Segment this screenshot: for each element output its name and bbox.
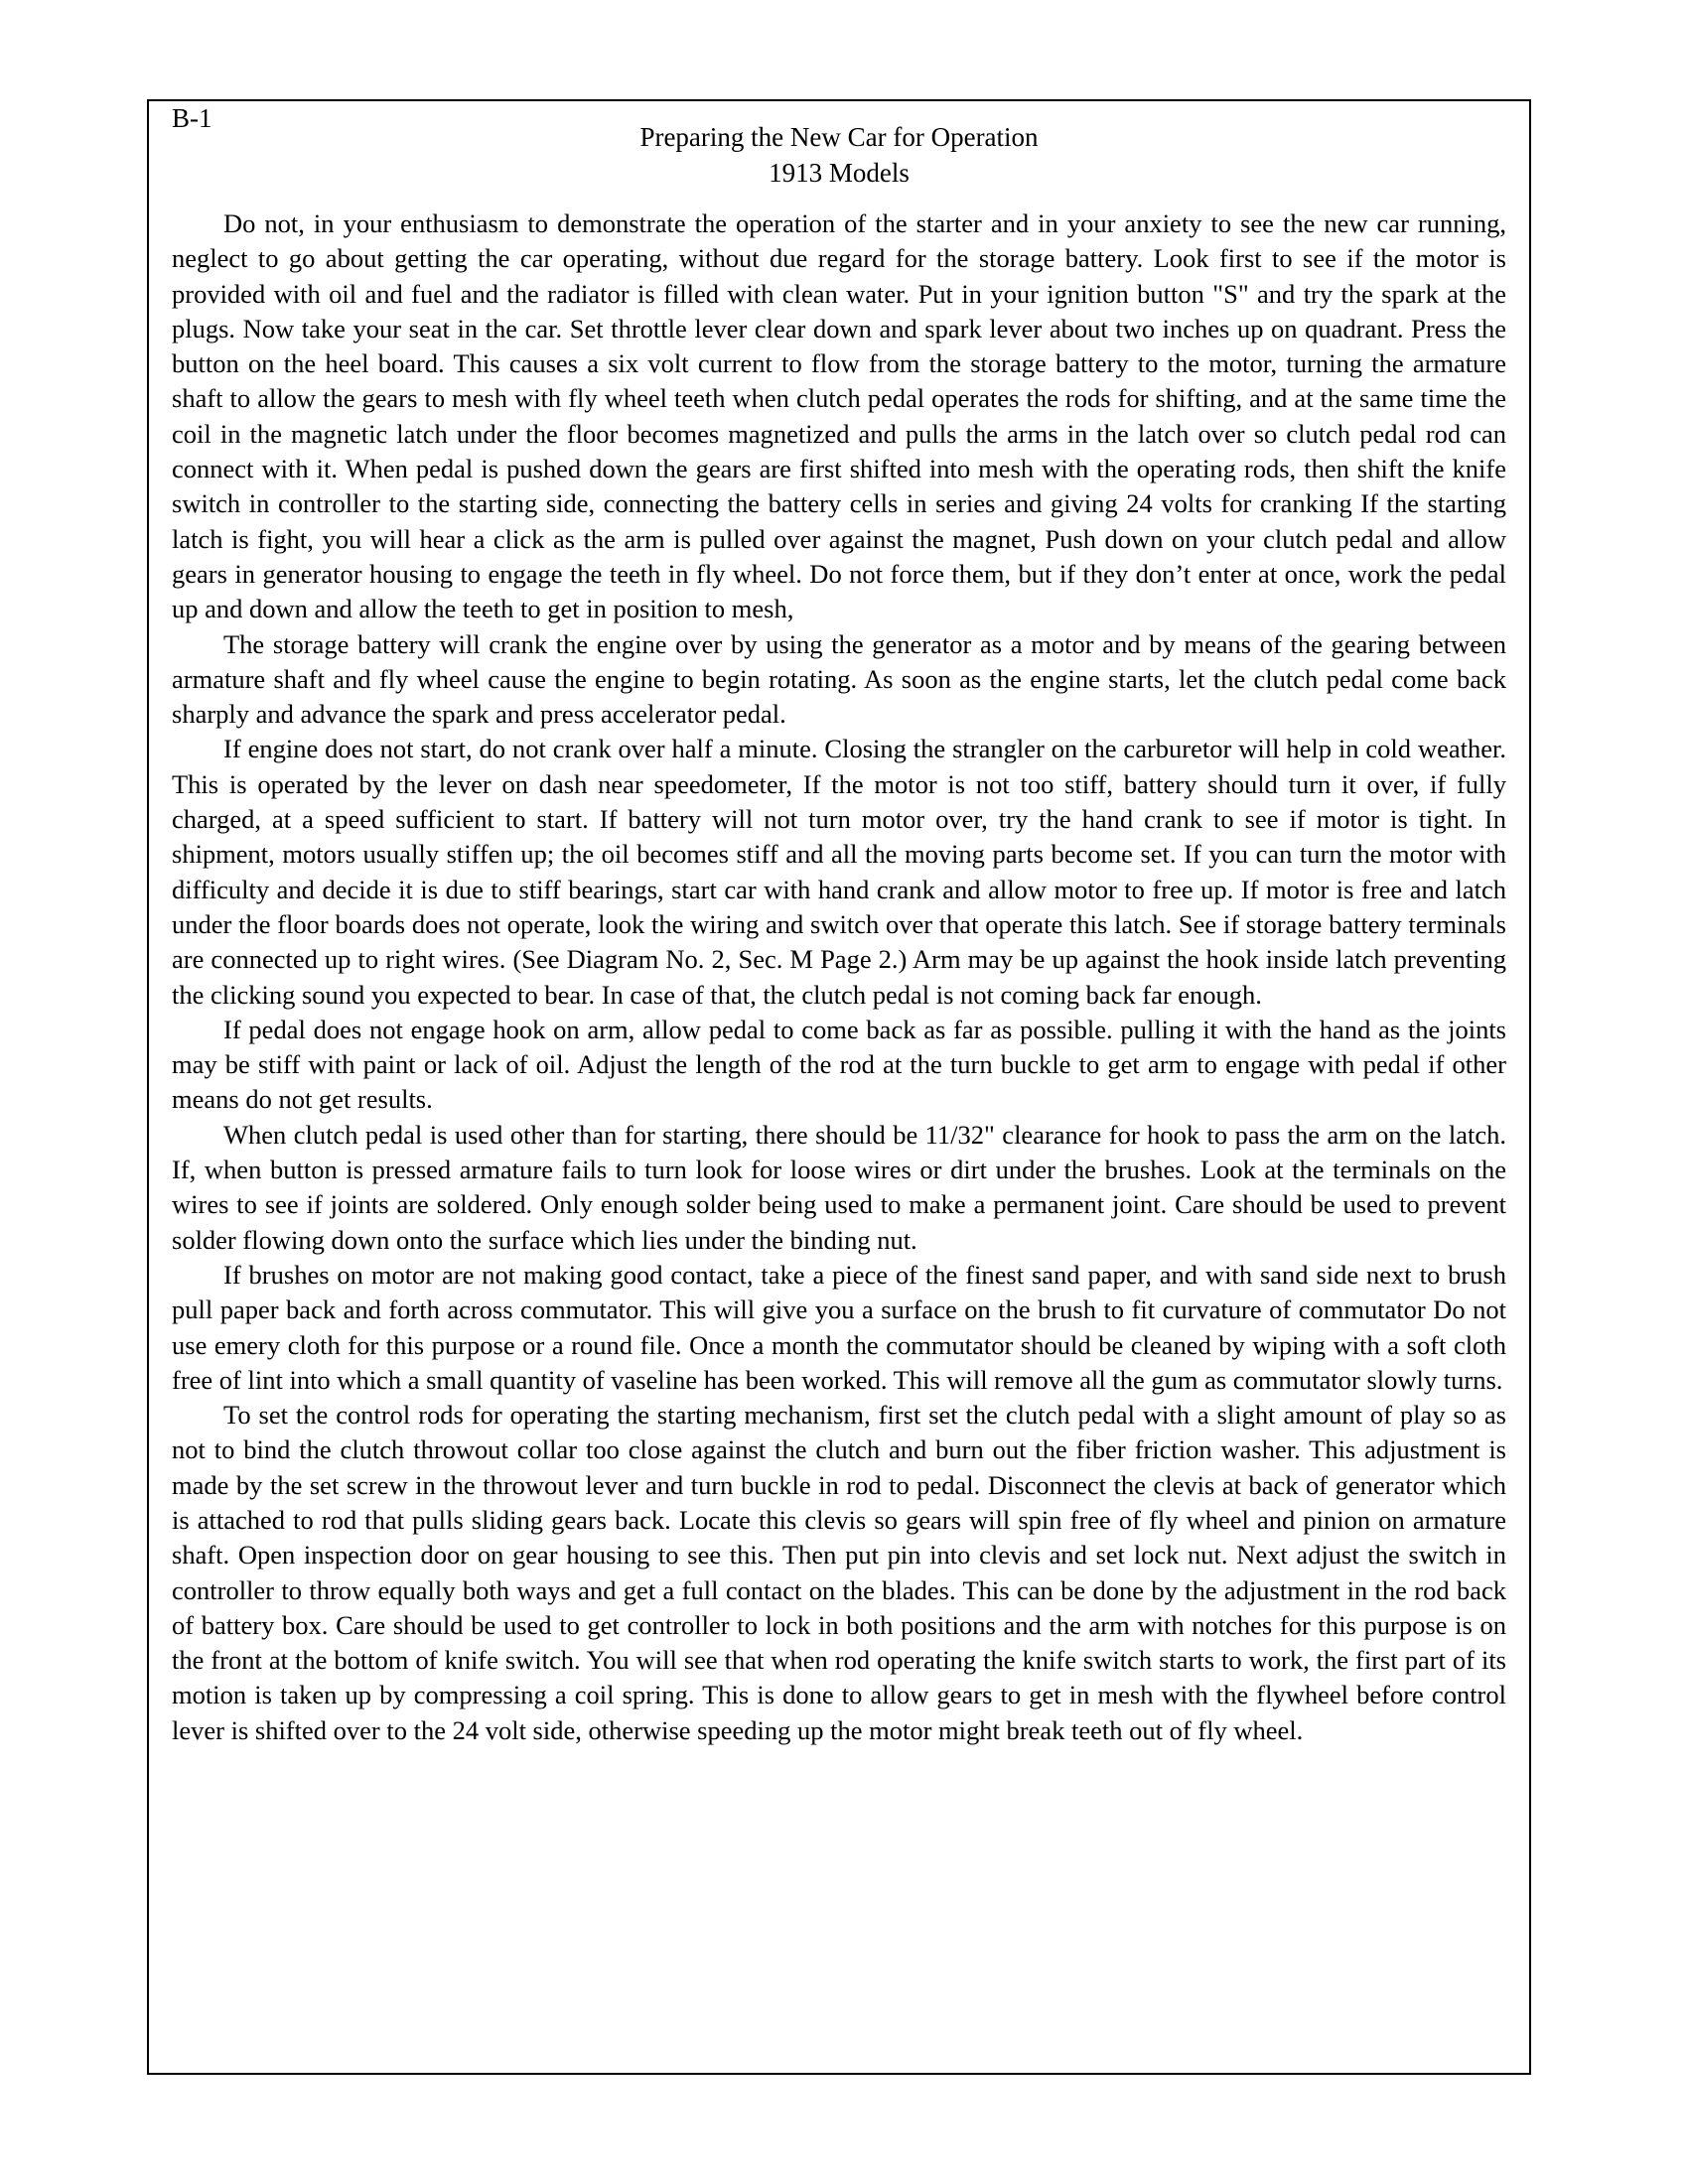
paragraph: If engine does not start, do not crank over half a minute. Closing the strangler on the carburetor will help in cold weather. This is operated by the lever on dash near speedometer, If the motor is not too stiff, battery should turn it over, if fully charged, at a speed sufficient to start. If battery will not turn motor over, try the hand crank to see if motor is tight. In shipment, motors usually stiffen up; the oil becomes stiff and all the moving parts become set. If you can turn the motor with difficulty and decide it is due to stiff bearings, start car with hand crank and allow motor to free up. If motor is free and latch under the floor boards does not operate, look the wiring and switch over that operate this latch. See if storage battery terminals are connected up to right wires. (See Diagram No. 2, Sec. M Page 2.) Arm may be up against the hook inside latch preventing the clicking sound you expected to bear. In case of that, the clutch pedal is not coming back far enough. [172,734,1506,1010]
paragraph: To set the control rods for operating the starting mechanism, first set the clutch pedal with a slight amount of play so as not to bind the clutch throwout collar too close against the clutch and burn out the fiber friction washer. This adjustment is made by the set screw in the throwout lever and turn buckle in rod to pedal. Disconnect the clevis at back of generator which is attached to rod that pulls sliding gears back. Locate this clevis so gears will spin free of fly wheel and pinion on armature shaft. Open inspection door on gear housing to see this. Then put pin into clevis and set lock nut. Next adjust the switch in controller to throw equally both ways and get a full contact on the blades. This can be done by the adjustment in the rod back of battery box. Care should be used to get controller to lock in both positions and the arm with notches for this purpose is on the front at the bottom of knife switch. You will see that when rod operating the knife switch starts to work, the first part of its motion is taken up by compressing a coil spring. This is done to allow gears to get in mesh with the flywheel before control lever is shifted over to the 24 volt side, otherwise speeding up the motor might break teeth out of fly wheel. [172,1400,1506,1745]
paragraph: When clutch pedal is used other than for starting, there should be 11/32" clearance for hook to pass the arm on the latch. If, when button is pressed armature fails to turn look for loose wires or dirt under the brushes. Look at the terminals on the wires to see if joints are soldered. Only enough solder being used to make a permanent joint. Care should be used to prevent solder flowing down onto the surface which lies under the binding nut. [172,1119,1506,1255]
page-subtitle: 1913 Models [769,158,910,188]
page-id: B-1 [172,103,212,133]
paragraph: Do not, in your enthusiasm to demonstrate the operation of the starter and in your anxiety to see the new car running, neglect to go about getting the car operating, without due regard for the storage battery. Look first to see if the motor is provided with oil and fuel and the radiator is filled with clean water. Put in your ignition button "S" and try the spark at the plugs. Now take your seat in the car. Set throttle lever clear down and spark lever about two inches up on quadrant. Press the button on the heel board. This causes a six volt current to flow from the storage battery to the motor, turning the armature shaft to allow the gears to mesh with fly wheel teeth when clutch pedal operates the rods for shifting, and at the same time the coil in the magnetic latch under the floor becomes magnetized and pulls the arms in the latch over so clutch pedal rod can connect with it. When pedal is pushed down the gears are first shifted into mesh with the operating rods, then shift the knife switch in controller to the starting side, connecting the battery cells in series and giving 24 volts for cranking If the starting latch is fight, you will hear a click as the arm is pulled over against the magnet, Push down on your clutch pedal and allow gears in generator housing to engage the teeth in fly wheel. Do not force them, but if they don’t enter at once, work the pedal up and down and allow the teeth to get in position to mesh, [172,208,1506,624]
body-text [172,206,1506,1748]
paragraph: If pedal does not engage hook on arm, allow pedal to come back as far as possible. pulling it with the hand as the joints may be stiff with paint or lack of oil. Adjust the length of the rod at the turn buckle to get arm to engage with pedal if other means do not get results. [172,1014,1506,1115]
paragraph: The storage battery will crank the engine over by using the generator as a motor and by means of the gearing between armature shaft and fly wheel cause the engine to begin rotating. As soon as the engine starts, let the clutch pedal come back sharply and advance the spark and press accelerator pedal. [172,628,1506,730]
paragraph: If brushes on motor are not making good contact, take a piece of the finest sand paper, and with sand side next to brush pull paper back and forth across commutator. This will give you a surface on the brush to fit curvature of commutator Do not use emery cloth for this purpose or a round file. Once a month the commutator should be cleaned by wiping with a soft cloth free of lint into which a small quantity of vaseline has been worked. This will remove all the gum as commutator slowly turns. [172,1259,1506,1395]
page-title: Preparing the New Car for Operation [639,122,1039,152]
title-block [147,119,1531,191]
